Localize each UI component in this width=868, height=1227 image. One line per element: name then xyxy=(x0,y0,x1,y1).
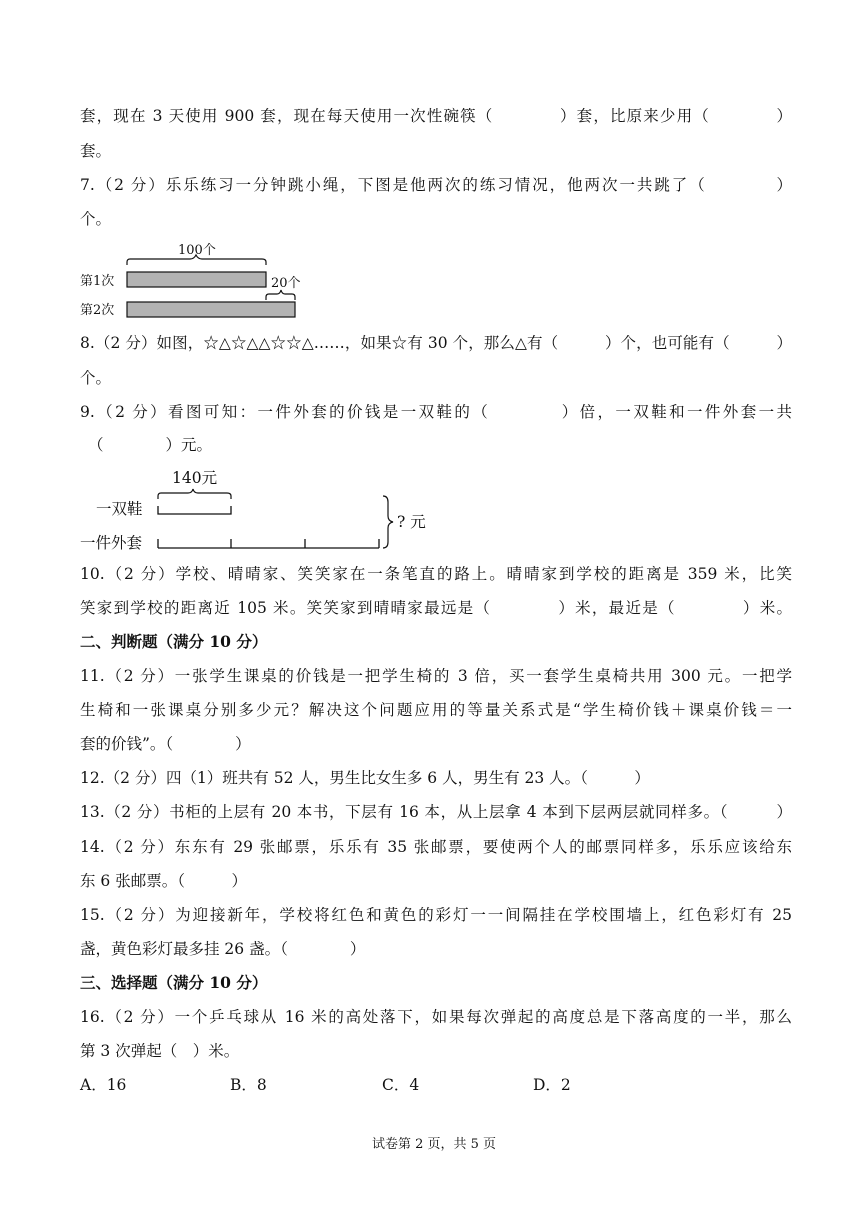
option-c: C．4 xyxy=(382,1076,420,1094)
question-12-line: 12.（2 分）四（1）班共有 52 人，男生比女生多 6 人，男生有 23 人。（ ） xyxy=(80,769,650,787)
question-9-line-1: 9.（2 分）看图可知：一件外套的价钱是一双鞋的（ ）倍，一双鞋和一件外套一共 xyxy=(80,403,792,421)
question-8-line-2: 个。 xyxy=(80,369,112,387)
fig9-row1-label: 一双鞋 xyxy=(96,500,143,518)
question-10-line-1: 10.（2 分）学校、晴晴家、笑笑家在一条笔直的路上。晴晴家到学校的距离是 359 米，比笑 xyxy=(80,565,792,583)
page-footer: 试卷第 2 页，共 5 页 xyxy=(371,1137,497,1152)
fig7-label-100: 100个 xyxy=(178,243,216,258)
question-8-line-1: 8.（2 分）如图，☆△☆△△☆☆△……，如果☆有 30 个，那么△有（ ）个，也可能有（ ） xyxy=(80,334,792,352)
fig9-segment-shoes xyxy=(158,506,231,514)
question-11-line-2: 生椅和一张课桌分别多少元？解决这个问题应用的等量关系式是“学生椅价钱＋课桌价钱＝一 xyxy=(80,701,792,719)
option-b: B．8 xyxy=(230,1076,267,1094)
question-15-line-2: 盏，黄色彩灯最多挂 26 盏。（ ） xyxy=(80,940,366,958)
fig7-bar-diagram xyxy=(120,255,310,325)
fig7-row2-label: 第2次 xyxy=(80,303,115,318)
option-a: A．16 xyxy=(80,1076,127,1094)
question-11-line-3: 套的价钱”。（ ） xyxy=(80,735,251,753)
fig7-row1-label: 第1次 xyxy=(80,274,115,289)
question-7-line-1: 7.（2 分）乐乐练习一分钟跳小绳，下图是他两次的练习情况，他两次一共跳了（ ） xyxy=(80,176,792,194)
question-13-line: 13.（2 分）书柜的上层有 20 本书，下层有 16 本，从上层拿 4 本到下层两层就同样多。（ ） xyxy=(80,803,792,821)
question-14-line-2: 东 6 张邮票。（ ） xyxy=(80,872,247,890)
fig9-segment-diagram xyxy=(150,488,400,553)
option-d: D．2 xyxy=(533,1076,571,1094)
question-7-line-2: 个。 xyxy=(80,210,112,228)
section-3-heading: 三、选择题（满分 10 分） xyxy=(80,973,268,992)
fig7-extra-brace xyxy=(266,290,295,300)
fig7-label-20: 20个 xyxy=(271,276,301,291)
question-6-line-2: 套，现在 3 天使用 900 套，现在每天使用一次性碗筷（ ）套，比原来少用（ ） xyxy=(80,107,792,125)
section-2-heading: 二、判断题（满分 10 分） xyxy=(80,632,268,651)
fig9-total-label: ? 元 xyxy=(397,513,426,531)
fig9-right-brace xyxy=(383,496,393,548)
fig9-label-140: 140元 xyxy=(172,469,218,487)
fig7-bar-first xyxy=(127,272,266,287)
fig7-bar-second xyxy=(127,302,295,317)
fig9-row2-label: 一件外套 xyxy=(80,534,143,552)
question-15-line-1: 15.（2 分）为迎接新年，学校将红色和黄色的彩灯一一间隔挂在学校围墙上，红色彩灯有 25 xyxy=(80,906,792,924)
question-6-line-3: 套。 xyxy=(80,142,112,160)
fig9-top-brace xyxy=(158,489,231,499)
question-11-line-1: 11.（2 分）一张学生课桌的价钱是一把学生椅的 3 倍，买一套学生桌椅共用 300 元。一把学 xyxy=(80,667,792,685)
question-14-line-1: 14.（2 分）东东有 29 张邮票，乐乐有 35 张邮票，要使两个人的邮票同样多，乐乐应该给东 xyxy=(80,838,792,856)
question-16-line-2: 第 3 次弹起（ ）米。 xyxy=(80,1042,240,1060)
question-9-line-2: （ ）元。 xyxy=(88,436,213,454)
question-10-line-2: 笑家到学校的距离近 105 米。笑笑家到晴晴家最远是（ ）米，最近是（ ）米。 xyxy=(80,599,792,617)
fig7-top-brace xyxy=(127,255,266,265)
question-16-line-1: 16.（2 分）一个乒乓球从 16 米的高处落下，如果每次弹起的高度总是下落高度的一半，那么 xyxy=(80,1008,792,1026)
